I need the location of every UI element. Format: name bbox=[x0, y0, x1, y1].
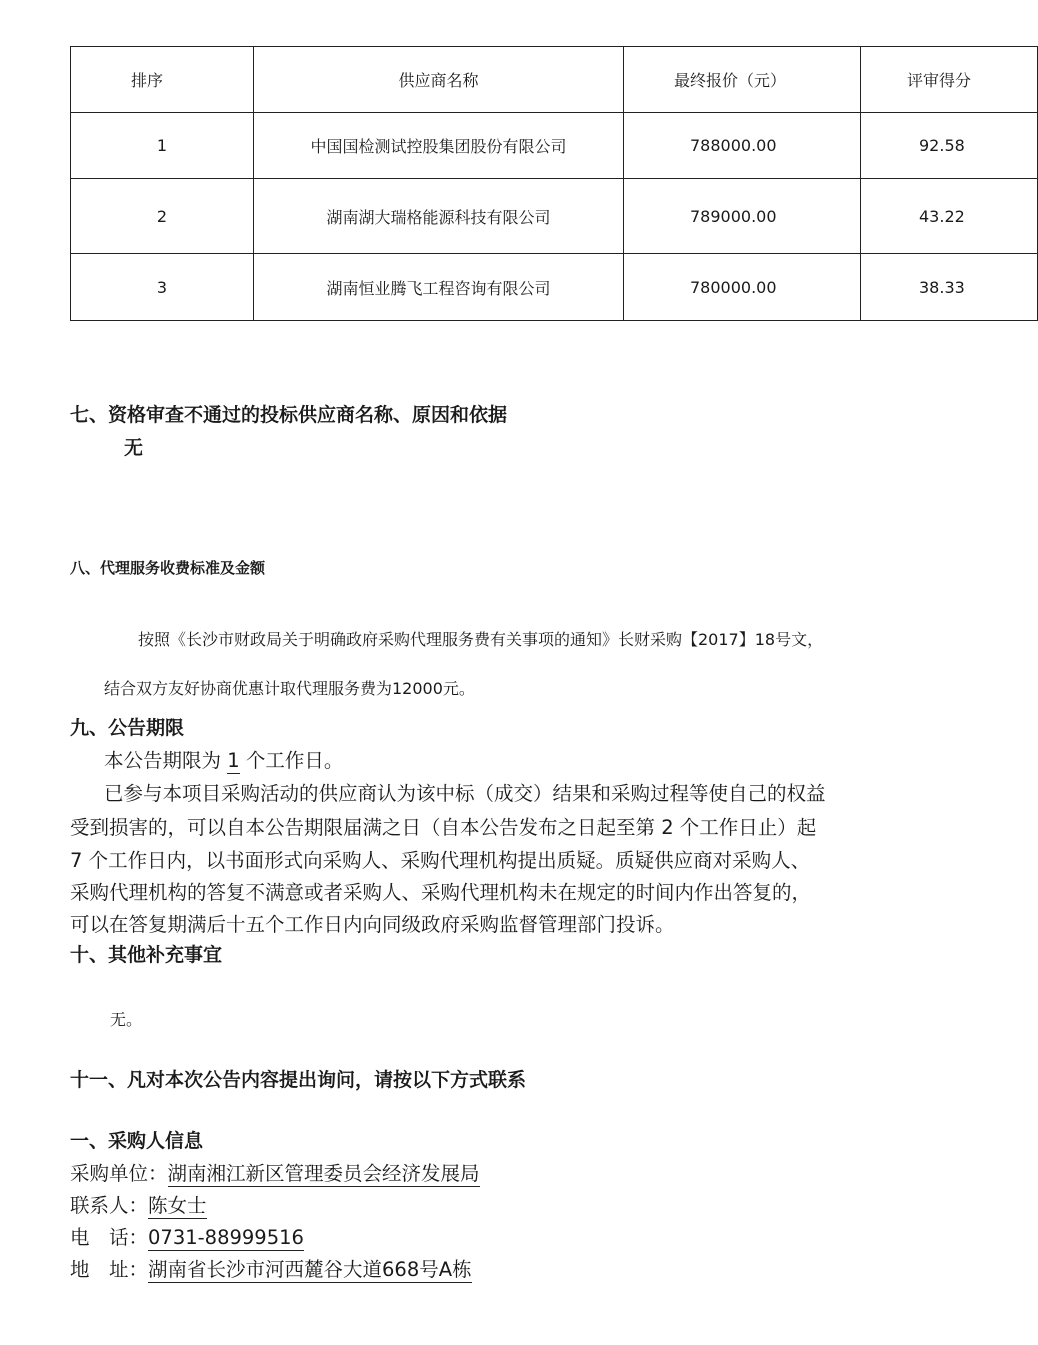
section9-period bbox=[104, 745, 343, 773]
section8-line1: 按照《长沙市财政局关于明确政府采购代理服务费有关事项的通知》长财采购【2017】18号文， bbox=[138, 630, 824, 649]
section8-heading: 八、代理服务收费标准及金额 bbox=[70, 559, 266, 577]
row-score: 43.22 bbox=[861, 179, 1038, 254]
row-rank: 3 bbox=[71, 254, 254, 321]
purchaser-unit bbox=[70, 1158, 480, 1186]
row-price: 789000.00 bbox=[624, 179, 861, 254]
row-rank: 1 bbox=[71, 113, 254, 179]
purchaser-contact-label: 联系人： bbox=[70, 1194, 149, 1217]
section10-content: 无。 bbox=[110, 1010, 143, 1029]
section11-heading: 十一、凡对本次公告内容提出询问，请按以下方式联系 bbox=[70, 1069, 527, 1091]
period-suffix: 个工作日。 bbox=[245, 749, 344, 772]
table-header-row bbox=[71, 47, 1038, 113]
section8-line2: 结合双方友好协商优惠计取代理服务费为12000元。 bbox=[104, 679, 475, 698]
section9-para-line: 已参与本项目采购活动的供应商认为该中标（成交）结果和采购过程等使自己的权益 bbox=[104, 782, 826, 805]
row-price: 780000.00 bbox=[624, 254, 861, 321]
header-final-price: 最终报价（元） bbox=[624, 47, 861, 113]
section9-para-line: 受到损害的，可以自本公告期限届满之日（自本公告发布之日起至第 2 个工作日止）起 bbox=[70, 816, 817, 839]
row-supplier-name: 中国国检测试控股集团股份有限公司 bbox=[254, 113, 624, 179]
section9-heading: 九、公告期限 bbox=[70, 717, 185, 739]
period-days: 1 bbox=[227, 749, 240, 772]
purchaser-address bbox=[70, 1254, 472, 1282]
purchaser-address-value: 湖南省长沙市河西麓谷大道668号A栋 bbox=[148, 1258, 472, 1281]
purchaser-unit-value: 湖南湘江新区管理委员会经济发展局 bbox=[167, 1162, 480, 1185]
section10-heading: 十、其他补充事宜 bbox=[70, 944, 223, 966]
row-supplier-name: 湖南湖大瑞格能源科技有限公司 bbox=[254, 179, 624, 254]
section7-heading: 七、资格审查不通过的投标供应商名称、原因和依据 bbox=[70, 404, 508, 426]
purchaser-phone-label: 电 话： bbox=[70, 1226, 149, 1249]
row-supplier-name: 湖南恒业腾飞工程咨询有限公司 bbox=[254, 254, 624, 321]
purchaser-contact-value: 陈女士 bbox=[148, 1194, 207, 1217]
purchaser-address-label: 地 址： bbox=[70, 1258, 149, 1281]
table-row bbox=[71, 113, 1038, 179]
table-row bbox=[71, 254, 1038, 321]
header-supplier-name: 供应商名称 bbox=[254, 47, 624, 113]
section9-para-line: 7 个工作日内，以书面形式向采购人、采购代理机构提出质疑。质疑供应商对采购人、 bbox=[70, 849, 811, 872]
purchaser-phone-value: 0731-88999516 bbox=[148, 1226, 304, 1249]
results-table bbox=[70, 46, 1038, 321]
row-score: 38.33 bbox=[861, 254, 1038, 321]
section7-content: 无 bbox=[124, 437, 144, 459]
header-score: 评审得分 bbox=[861, 47, 1038, 113]
purchaser-contact bbox=[70, 1190, 207, 1218]
purchaser-heading: 一、采购人信息 bbox=[70, 1130, 204, 1152]
header-rank: 排序 bbox=[71, 47, 254, 113]
section9-para-line: 采购代理机构的答复不满意或者采购人、采购代理机构未在规定的时间内作出答复的， bbox=[70, 881, 812, 904]
purchaser-phone bbox=[70, 1222, 304, 1250]
period-prefix: 本公告期限为 bbox=[104, 749, 222, 772]
section9-para-line: 可以在答复期满后十五个工作日内向同级政府采购监督管理部门投诉。 bbox=[70, 913, 675, 936]
row-rank: 2 bbox=[71, 179, 254, 254]
row-score: 92.58 bbox=[861, 113, 1038, 179]
table-row bbox=[71, 179, 1038, 254]
purchaser-unit-label: 采购单位： bbox=[70, 1162, 168, 1185]
row-price: 788000.00 bbox=[624, 113, 861, 179]
